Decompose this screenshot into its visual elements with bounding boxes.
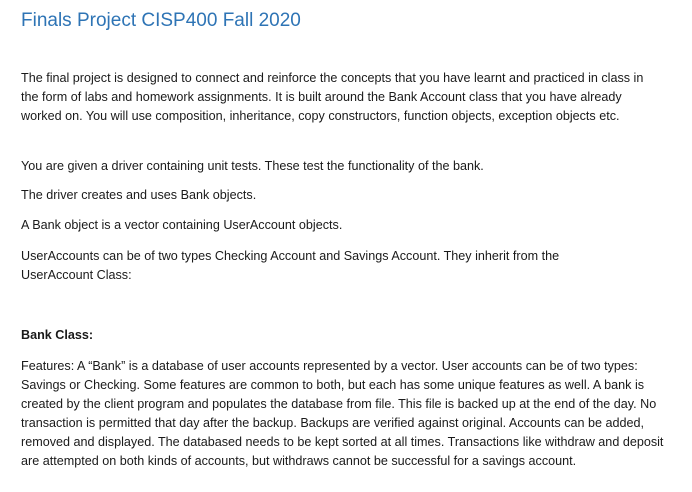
features-paragraph: Features: A “Bank” is a database of user accounts represented by a vector. User accounts can be of two types: Savings or Checking. Some features are common to both, but each has some unique features as well. A bank is created by the client program and populates the database from file. This file is backed up at the end of the day. No transaction is permitted that day after the backup. Backups are verified against original. Accounts can be added, removed and displayed. The databased needs to be kept sorted at all times. Transactions like withdraw and deposit are attempted on both kinds of accounts, but withdraws cannot be successful for a savings account.: [21, 359, 664, 468]
document-title: Finals Project CISP400 Fall 2020: [21, 10, 301, 31]
driver-given-paragraph: You are given a driver containing unit tests. These test the functionality of the bank.: [21, 159, 484, 173]
bank-vector-paragraph: A Bank object is a vector containing UserAccount objects.: [21, 218, 343, 232]
bank-class-heading: Bank Class:: [21, 328, 94, 342]
intro-paragraph: The final project is designed to connect and reinforce the concepts that you have learnt and practiced in class in the form of labs and homework assignments. It is built around the Bank Account class that you have already worked on. You will use composition, inheritance, copy constructors, function objects, exception objects etc.: [21, 71, 644, 123]
account-types-paragraph: UserAccounts can be of two types Checking Account and Savings Account. They inherit from the UserAccount Class:: [21, 249, 560, 282]
driver-creates-paragraph: The driver creates and uses Bank objects.: [21, 188, 257, 202]
